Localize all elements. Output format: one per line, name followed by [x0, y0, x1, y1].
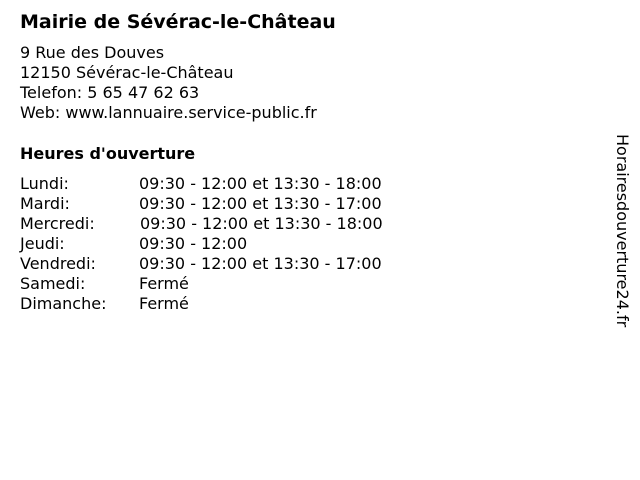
site-watermark: Horairesdouverture24.fr — [613, 134, 632, 328]
day-label: Jeudi: — [20, 234, 65, 253]
hours-value: 09:30 - 12:00 et 13:30 - 17:00 — [139, 254, 382, 273]
city-postcode: 12150 Sévérac-le-Château — [20, 63, 234, 82]
hours-value: 09:30 - 12:00 et 13:30 - 18:00 — [140, 214, 383, 233]
day-label: Lundi: — [20, 174, 69, 193]
hours-value: 09:30 - 12:00 — [139, 234, 248, 253]
hours-value: Fermé — [139, 274, 189, 293]
phone-number: Telefon: 5 65 47 62 63 — [20, 83, 200, 102]
page-title: Mairie de Sévérac-le-Château — [20, 11, 336, 33]
day-label: Mardi: — [20, 194, 70, 213]
hours-value: Fermé — [139, 294, 189, 313]
day-label: Samedi: — [20, 274, 86, 293]
day-label: Dimanche: — [20, 294, 107, 313]
website: Web: www.lannuaire.service-public.fr — [20, 103, 317, 122]
day-label: Vendredi: — [20, 254, 96, 273]
hours-value: 09:30 - 12:00 et 13:30 - 18:00 — [139, 174, 382, 193]
hours-value: 09:30 - 12:00 et 13:30 - 17:00 — [139, 194, 382, 213]
opening-hours-heading: Heures d'ouverture — [20, 144, 196, 163]
address-block — [20, 43, 317, 123]
street-address: 9 Rue des Douves — [20, 43, 165, 62]
day-label: Mercredi: — [20, 214, 95, 233]
